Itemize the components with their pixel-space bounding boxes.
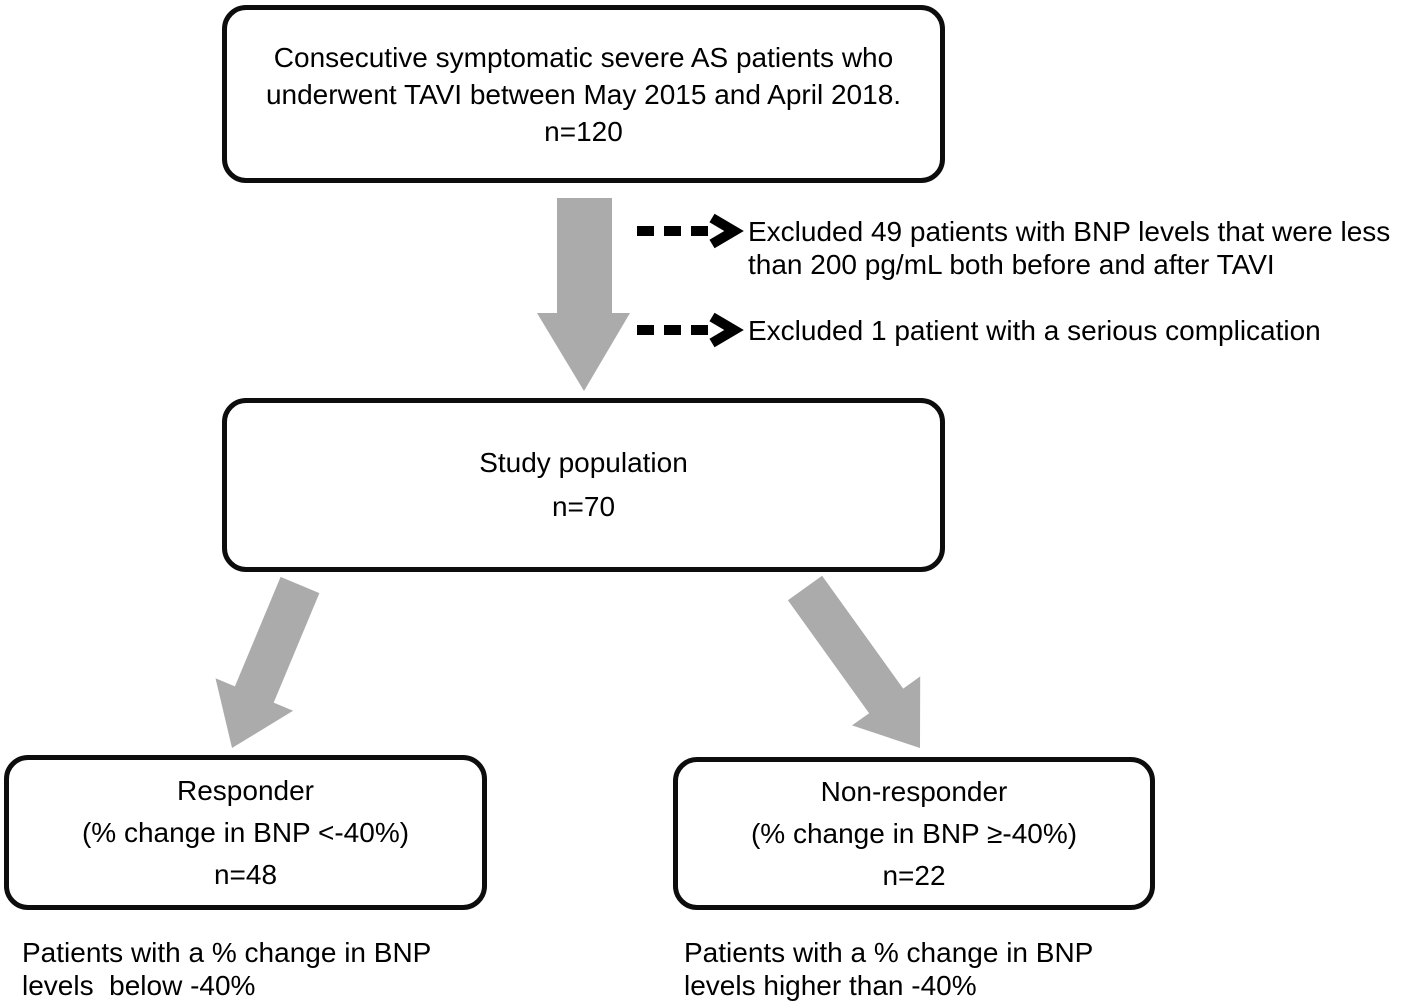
- top-box: [222, 5, 945, 183]
- diagonal-left-block-arrow: [216, 577, 320, 748]
- top-box-line-2: underwent TAVI between May 2015 and April 2018.: [265, 78, 902, 110]
- top-box-count: n=120: [544, 115, 623, 147]
- responder-caption-line-2: levels below -40%: [22, 970, 256, 1001]
- responder-box-line-2: (% change in BNP <-40%): [81, 816, 410, 848]
- study-box-line-1: Study population: [479, 447, 688, 478]
- exclusion-1-text: [748, 215, 1390, 281]
- exclusion-1-line-1: Excluded 49 patients with BNP levels that were less: [748, 216, 1391, 247]
- responder-box-line-1: Responder: [177, 774, 314, 806]
- responder-caption: [22, 936, 431, 1002]
- exclusion-2-text: [748, 314, 1321, 347]
- exclusion-2-line-1: Excluded 1 patient with a serious complication: [748, 315, 1321, 346]
- exclusion-1-line-2: than 200 pg/mL both before and after TAVI: [748, 249, 1275, 280]
- non-responder-caption-line-1: Patients with a % change in BNP: [684, 937, 1094, 968]
- down-block-arrow: [537, 198, 630, 391]
- responder-box-count: n=48: [213, 858, 278, 890]
- dashed-arrow-exclusion-2: [637, 317, 734, 343]
- non-responder-caption: [684, 936, 1093, 1002]
- non-responder-box-count: n=22: [882, 859, 946, 891]
- non-responder-caption-line-2: levels higher than -40%: [684, 970, 977, 1001]
- non-responder-box: [673, 757, 1155, 910]
- diagonal-right-block-arrow: [788, 576, 920, 748]
- study-box-count: n=70: [551, 491, 616, 522]
- study-population-box: [222, 398, 945, 572]
- non-responder-box-line-2: (% change in BNP ≥-40%): [750, 817, 1078, 849]
- non-responder-box-line-1: Non-responder: [820, 775, 1008, 807]
- responder-caption-line-1: Patients with a % change in BNP: [22, 937, 432, 968]
- dashed-arrow-exclusion-1: [637, 218, 734, 244]
- responder-box: [4, 755, 487, 910]
- top-box-line-1: Consecutive symptomatic severe AS patients who: [273, 41, 894, 73]
